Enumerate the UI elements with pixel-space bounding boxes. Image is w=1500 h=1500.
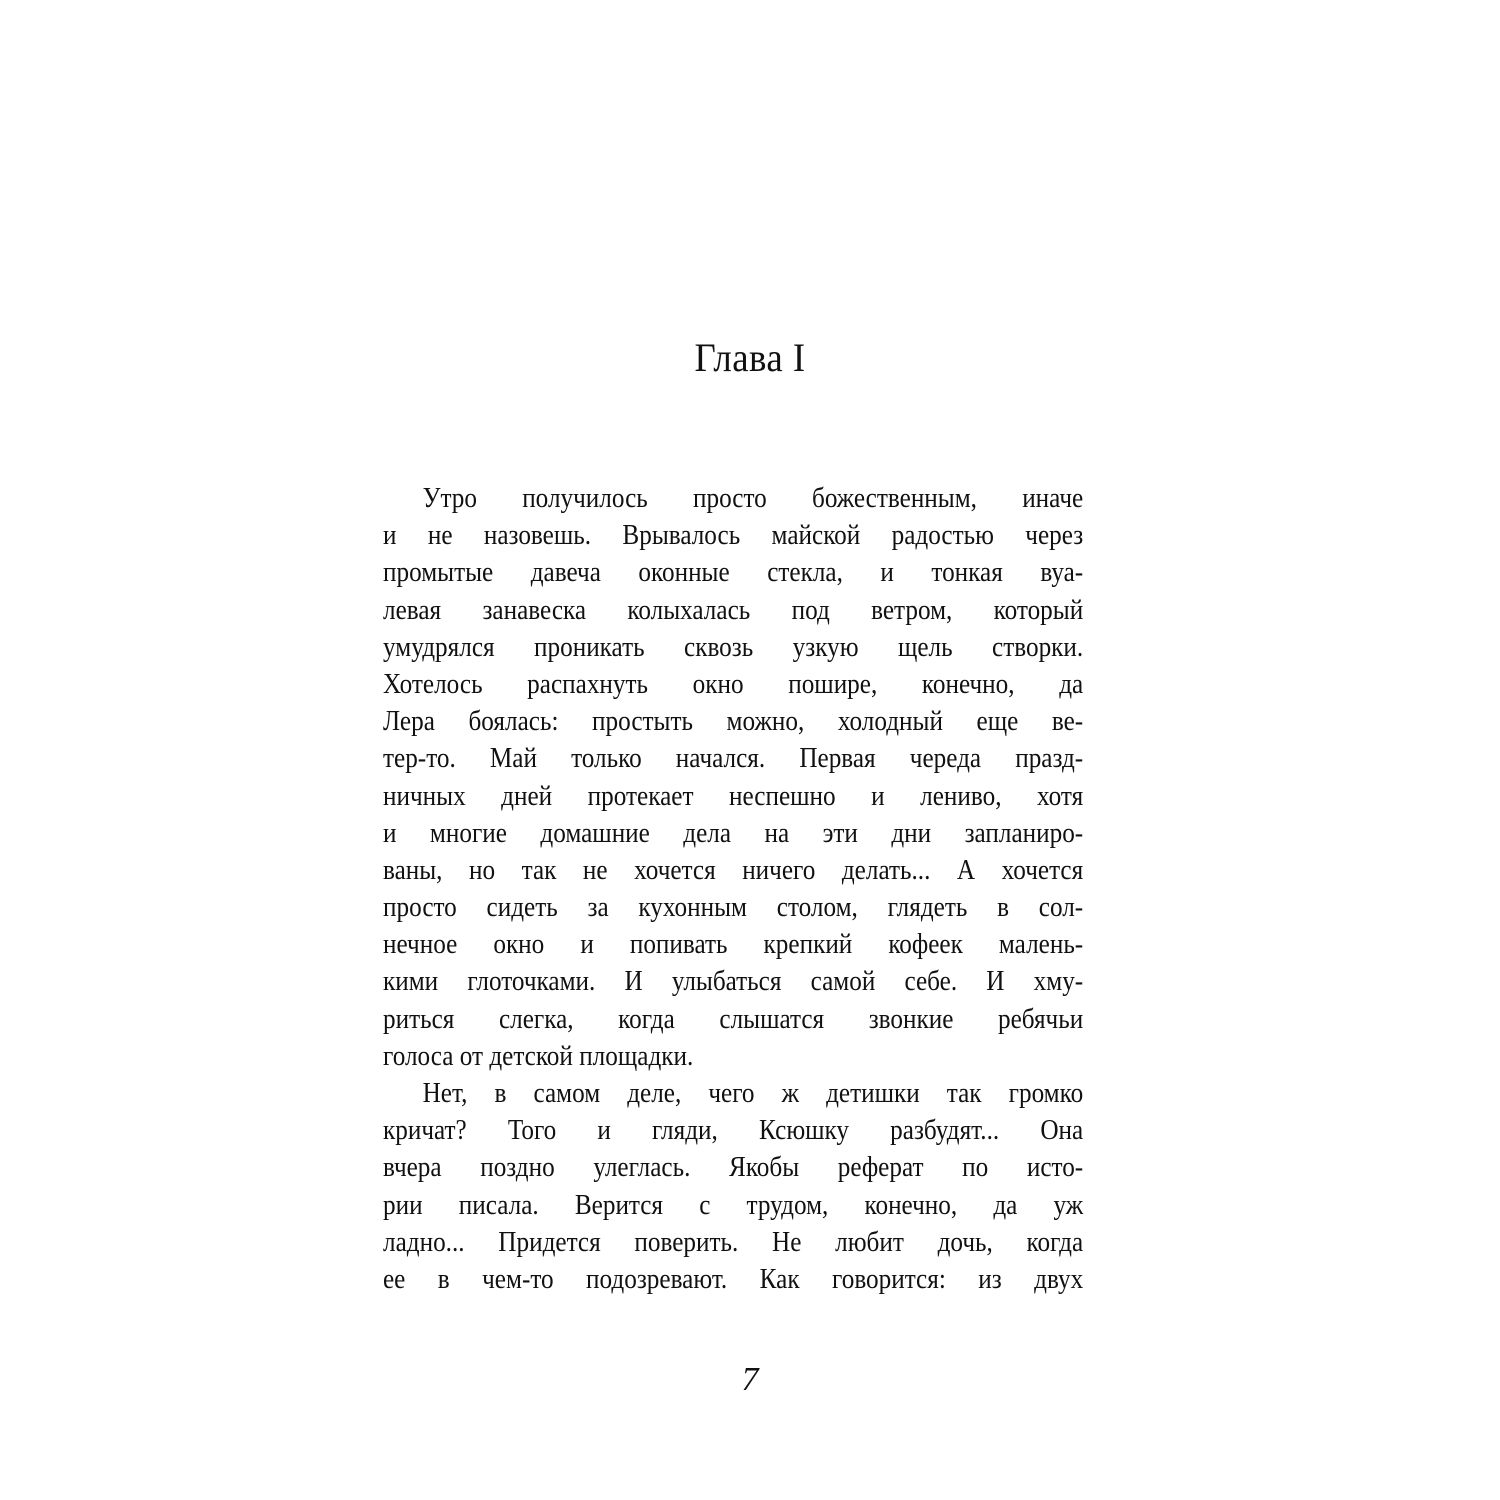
paragraph-1 (383, 480, 1083, 1075)
text-line: умудрялся проникать сквозь узкую щель створки. (383, 631, 1084, 663)
text-line: ничных дней протекает неспешно и лениво, хотя (383, 780, 1084, 812)
text-line: Нет, в самом деле, чего ж детишки так громко (422, 1078, 1084, 1109)
text-line: риться слегка, когда слышатся звонкие ребячьи (383, 1003, 1084, 1035)
text-line: нечное окно и попивать крепкий кофеек малень- (383, 929, 1084, 961)
text-line: рии писала. Верится с трудом, конечно, да уж (383, 1189, 1084, 1221)
text-line: Утро получилось просто божественным, иначе (422, 483, 1084, 514)
text-line: вчера поздно улеглась. Якобы реферат по исто- (383, 1152, 1084, 1184)
chapter-title: Глава I (694, 335, 806, 380)
text-line: левая занавеска колыхалась под ветром, который (383, 594, 1084, 626)
body-text (383, 480, 1083, 1298)
text-line: голоса от детской площадки. (383, 1040, 694, 1072)
text-line: и не назовешь. Врывалось майской радостью через (383, 520, 1084, 552)
text-line: тер-то. Май только начался. Первая череда празд- (383, 743, 1084, 775)
text-line: и многие домашние дела на эти дни запланиро- (383, 817, 1084, 849)
text-line: кими глоточками. И улыбаться самой себе. И хму- (383, 966, 1084, 998)
text-line: Лера боялась: простыть можно, холодный еще ве- (383, 706, 1084, 738)
text-line: ваны, но так не хочется ничего делать... А хочется (383, 854, 1084, 886)
text-line: ладно... Придется поверить. Не любит дочь, когда (383, 1226, 1084, 1258)
page-number: 7 (741, 1361, 759, 1398)
text-line: ее в чем-то подозревают. Как говорится: из двух (383, 1263, 1084, 1295)
text-line: Хотелось распахнуть окно пошире, конечно, да (383, 668, 1084, 700)
text-line: кричат? Того и гляди, Ксюшку разбудят... Она (383, 1115, 1084, 1147)
paragraph-2 (383, 1075, 1083, 1298)
text-line: просто сидеть за кухонным столом, глядеть в сол- (383, 892, 1084, 924)
text-line: промытые давеча оконные стекла, и тонкая вуа- (383, 557, 1084, 589)
